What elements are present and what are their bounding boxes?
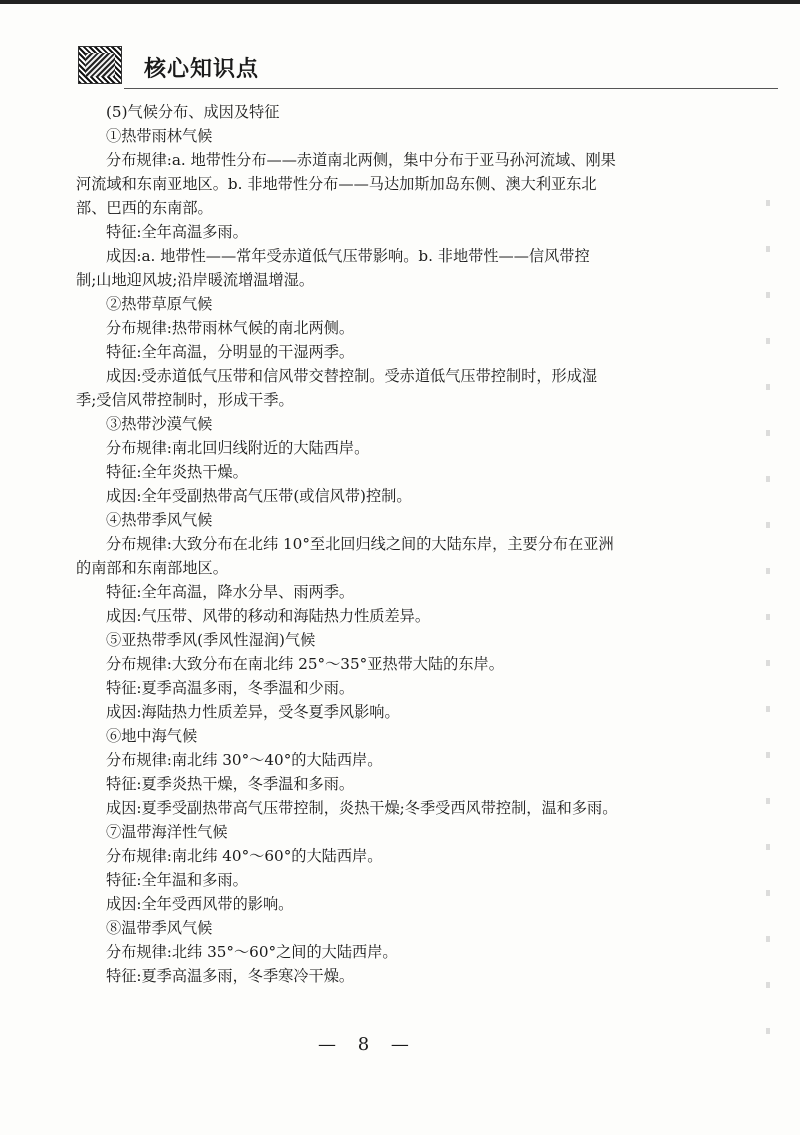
text-line: 特征:夏季高温多雨，冬季寒冷干燥。 [106, 967, 355, 985]
text-line: 成因:海陆热力性质差异，受冬夏季风影响。 [106, 703, 400, 721]
text-line: 成因:气压带、风带的移动和海陆热力性质差异。 [106, 607, 431, 625]
text-line: 分布规律:北纬 35°～60°之间的大陆西岸。 [106, 943, 398, 961]
text-line: 成因:夏季受副热带高气压带控制，炎热干燥;冬季受西风带控制，温和多雨。 [106, 799, 618, 817]
text-line: 分布规律:a. 地带性分布——赤道南北两侧，集中分布于亚马孙河流域、刚果 [106, 151, 616, 169]
text-line: 分布规律:大致分布在北纬 10°至北回归线之间的大陆东岸，主要分布在亚洲 [106, 535, 614, 553]
text-line: 制;山地迎风坡;沿岸暖流增温增湿。 [76, 271, 315, 289]
header-underline [124, 88, 778, 89]
text-line: ④热带季风气候 [106, 511, 213, 529]
section-title: 核心知识点 [144, 57, 260, 82]
section-header [78, 46, 778, 90]
text-line: 季;受信风带控制时，形成干季。 [76, 391, 294, 409]
text-line: 特征:夏季高温多雨，冬季温和少雨。 [106, 679, 355, 697]
text-line: 分布规律:南北纬 40°～60°的大陆西岸。 [106, 847, 383, 865]
text-line: 分布规律:南北回归线附近的大陆西岸。 [106, 439, 370, 457]
text-line: ⑥地中海气候 [106, 727, 198, 745]
text-line: 成因:全年受西风带的影响。 [106, 895, 294, 913]
text-line: 分布规律:热带雨林气候的南北两侧。 [106, 319, 355, 337]
top-border-rule [0, 0, 800, 4]
text-line: 部、巴西的东南部。 [76, 199, 213, 217]
scan-margin-marks [766, 160, 770, 1060]
text-line: ⑧温带季风气候 [106, 919, 213, 937]
text-line: 特征:全年温和多雨。 [106, 871, 248, 889]
text-line: 成因:a. 地带性——常年受赤道低气压带影响。b. 非地带性——信风带控 [106, 247, 590, 265]
text-line: ③热带沙漠气候 [106, 415, 213, 433]
page-number: — 8 — [318, 1034, 417, 1055]
text-line: 的南部和东南部地区。 [76, 559, 228, 577]
text-line: ⑤亚热带季风(季风性湿润)气候 [106, 631, 316, 649]
text-line: 特征:全年高温，降水分旱、雨两季。 [106, 583, 355, 601]
header-pattern-icon [78, 46, 122, 84]
body-text [76, 100, 696, 988]
text-line: ⑦温带海洋性气候 [106, 823, 228, 841]
text-line: 特征:全年炎热干燥。 [106, 463, 248, 481]
text-line: 河流域和东南亚地区。b. 非地带性分布——马达加斯加岛东侧、澳大利亚东北 [76, 175, 597, 193]
text-line: 分布规律:南北纬 30°～40°的大陆西岸。 [106, 751, 383, 769]
text-line: 特征:全年高温，分明显的干湿两季。 [106, 343, 355, 361]
text-line: (5)气候分布、成因及特征 [106, 103, 280, 121]
text-line: 分布规律:大致分布在南北纬 25°～35°亚热带大陆的东岸。 [106, 655, 504, 673]
text-line: 成因:受赤道低气压带和信风带交替控制。受赤道低气压带控制时，形成湿 [106, 367, 598, 385]
text-line: 成因:全年受副热带高气压带(或信风带)控制。 [106, 487, 412, 505]
text-line: 特征:全年高温多雨。 [106, 223, 248, 241]
text-line: 特征:夏季炎热干燥，冬季温和多雨。 [106, 775, 355, 793]
text-line: ①热带雨林气候 [106, 127, 213, 145]
text-line: ②热带草原气候 [106, 295, 213, 313]
